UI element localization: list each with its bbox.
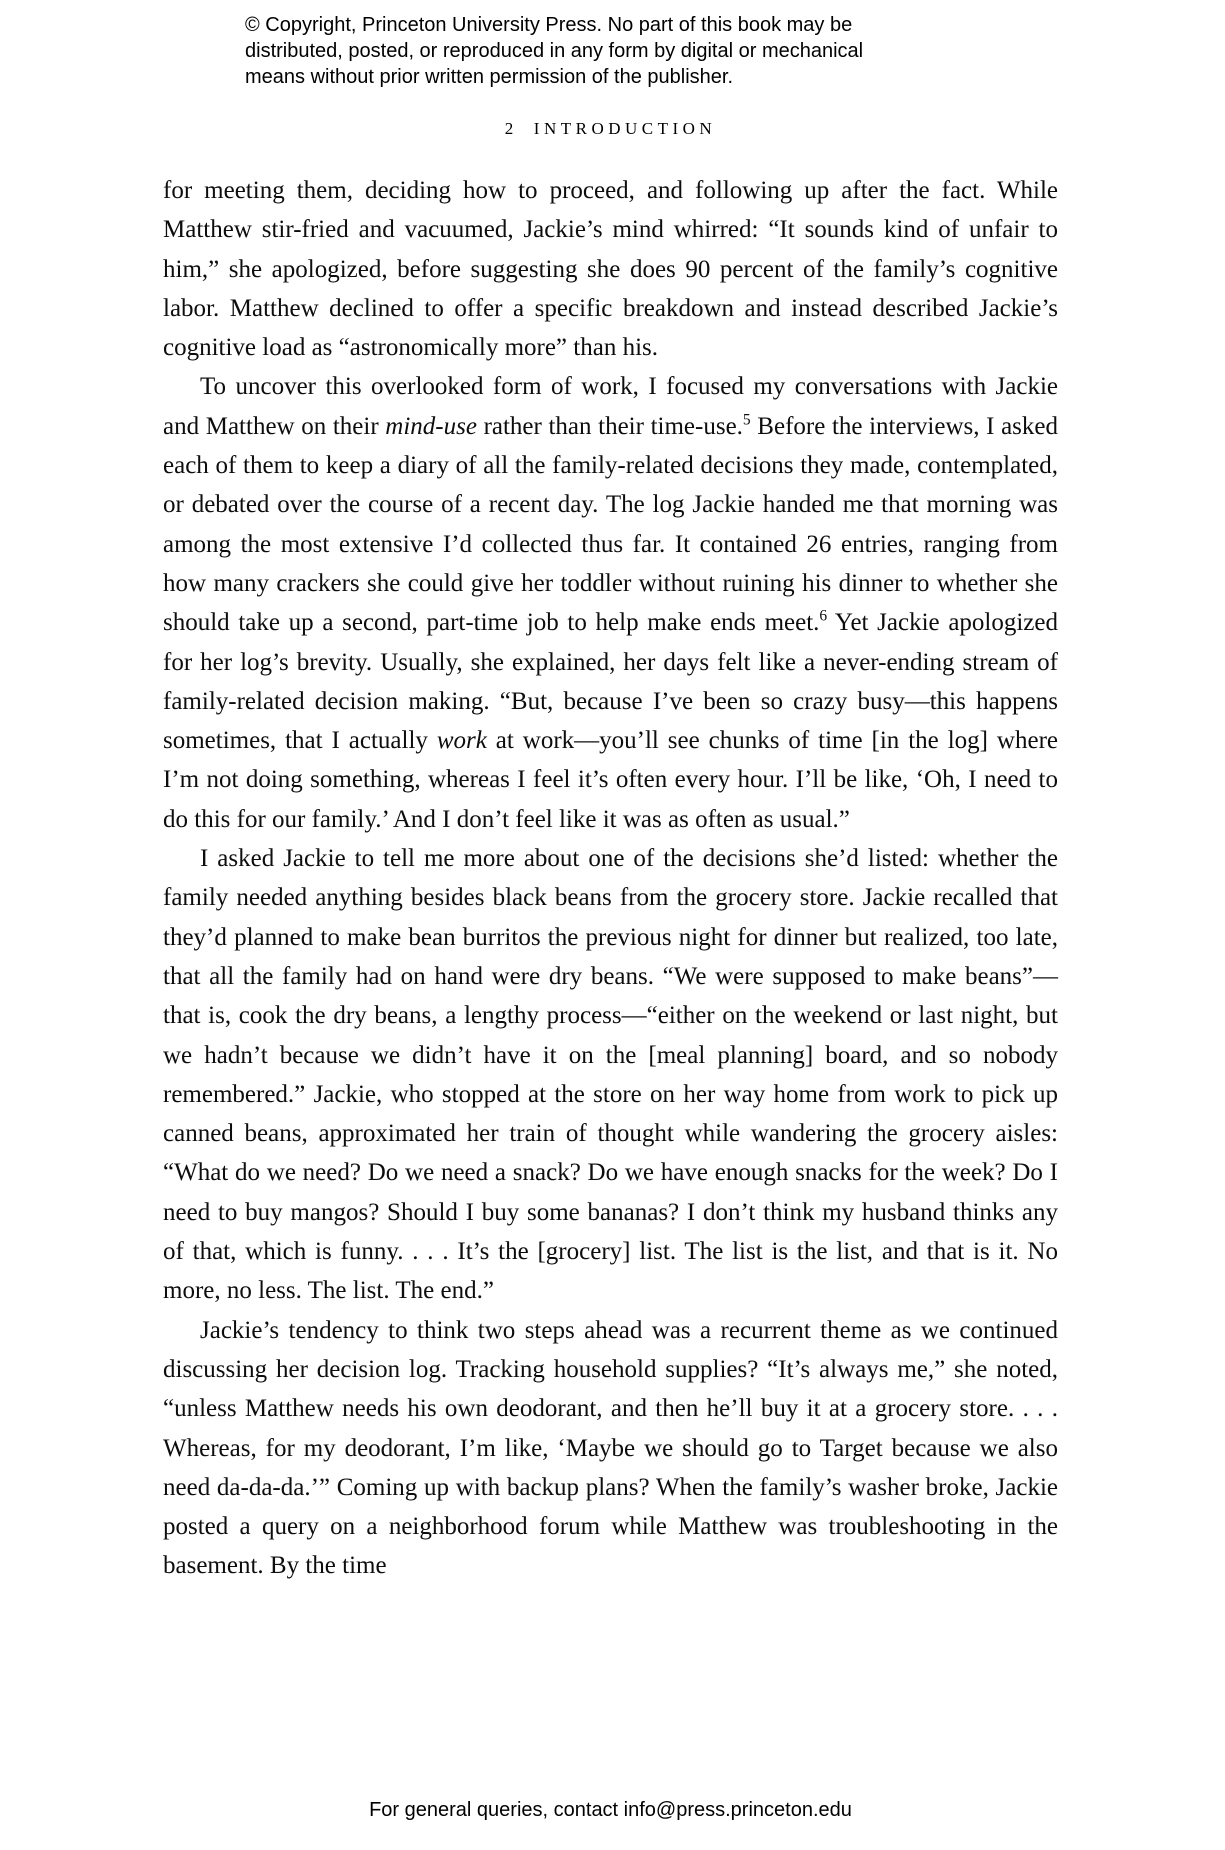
copyright-line-3: means without prior written permission of the publisher. — [245, 66, 734, 88]
text-segment: To uncover this overlooked form of work, I focused my conversations with Jackie and Matthew on their — [163, 373, 1058, 440]
paragraph — [163, 839, 1058, 1311]
text-segment: at work—you’ll see chunks of time [in the log] where I’m not doing something, whereas I feel it’s often every hour. I’ll be like, ‘Oh, I need to do this for our family.’ And I don’t feel like it was as often as usual.” — [163, 727, 1058, 833]
footnote-reference: 5 — [742, 411, 751, 429]
copyright-line-2: distributed, posted, or reproduced in any form by digital or mechanical — [245, 40, 864, 62]
text-segment: Before the interviews, I asked each of them to keep a diary of all the family-related decisions they made, contemplated, or debated over the course of a recent day. The log Jackie handed me that morning was among the most extensive I’d collected thus far. It contained 26 entries, ranging from how many crackers she could give her toddler without ruining his dinner to whether she should take up a second, part-time job to help make ends meet. — [163, 412, 1058, 637]
body-text — [163, 171, 1058, 1586]
paragraph — [163, 171, 1058, 367]
page-number: 2 — [504, 119, 518, 138]
footnote-reference: 6 — [819, 607, 828, 625]
text-segment: I asked Jackie to tell me more about one of the decisions she’d listed: whether the family needed anything besides black beans from the grocery store. Jackie recalled that they’d planned to make bean burritos the previous night for dinner but realized, too late, that all the family had on hand were dry beans. “We were supposed to make beans”—that is, cook the dry beans, a lengthy process—“either on the weekend or last night, but we hadn’t because we didn’t have it on the [meal planning] board, and so nobody remembered.” Jackie, who stopped at the store on her way home from work to pick up canned beans, approximated her train of thought while wandering the grocery aisles: “What do we need? Do we need a snack? Do we have enough snacks for the week? Do I need to buy mangos? Should I buy some bananas? I don’t think my husband thinks any of that, which is funny. . . . It’s the [grocery] list. The list is the list, and that is it. No more, no less. The list. The end.” — [163, 845, 1058, 1305]
text-segment: work — [436, 727, 487, 755]
chapter-title: INTRODUCTION — [533, 119, 717, 138]
copyright-notice — [245, 12, 863, 90]
text-segment: Jackie’s tendency to think two steps ahead was a recurrent theme as we continued discussing her decision log. Tracking household supplies? “It’s always me,” she noted, “unless Matthew needs his own deodorant, and then he’ll buy it at a grocery store. . . . Whereas, for my deodorant, I’m like, ‘Maybe we should go to Target because we also need da-da-da.’” Coming up with backup plans? When the family’s washer broke, Jackie posted a query on a neighborhood forum while Matthew was troubleshooting in the basement. By the time — [163, 1316, 1058, 1580]
paragraph — [163, 367, 1058, 839]
paragraph — [163, 1311, 1058, 1586]
running-head — [163, 119, 1058, 139]
copyright-line-1: © Copyright, Princeton University Press. No part of this book may be — [245, 14, 853, 36]
footer-queries-text: For general queries, contact info@press.princeton.edu — [369, 1799, 852, 1821]
text-segment: for meeting them, deciding how to proceed, and following up after the fact. While Matthew stir-fried and vacuumed, Jackie’s mind whirred: “It sounds kind of unfair to him,” she apologized, before suggesting she does 90 percent of the family’s cognitive labor. Matthew declined to offer a specific breakdown and instead described Jackie’s cognitive load as “astronomically more” than his. — [163, 177, 1058, 362]
page-footer — [163, 1799, 1058, 1822]
text-segment: rather than their time-use. — [476, 412, 743, 440]
text-segment: mind-use — [385, 412, 477, 440]
text-segment: Yet Jackie apologized for her log’s brevity. Usually, she explained, her days felt like a never-ending stream of family-related decision making. “But, because I’ve been so crazy busy—this happens sometimes, that I actually — [163, 609, 1059, 755]
